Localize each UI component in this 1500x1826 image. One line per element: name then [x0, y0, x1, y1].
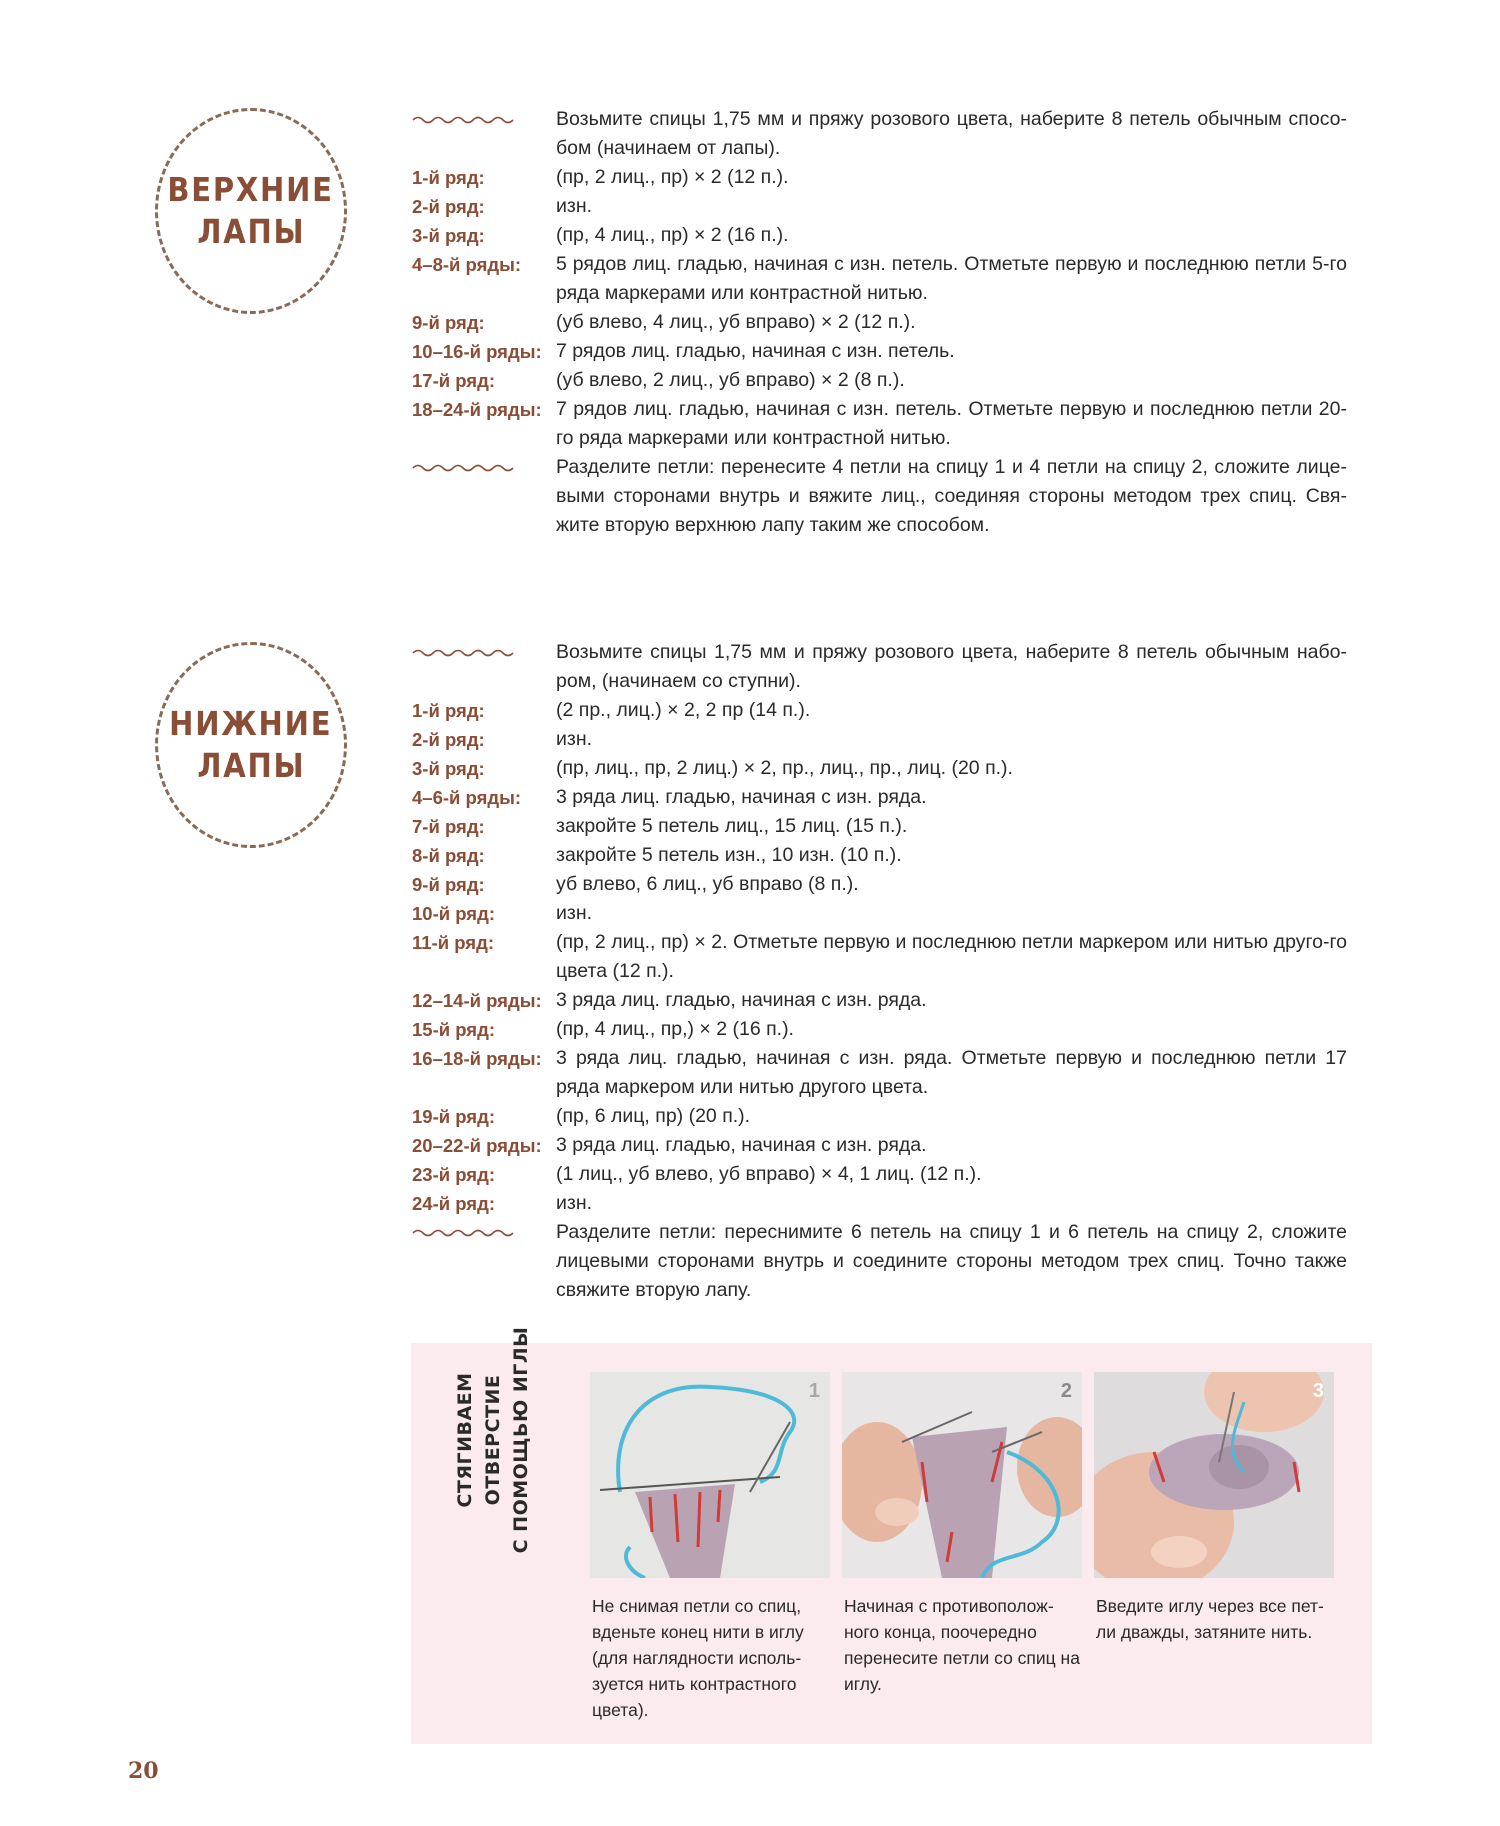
instruction-row	[412, 308, 1347, 337]
section-title-badge	[155, 642, 347, 848]
row-text: 7 рядов лиц. гладью, начиная с изн. петель.	[556, 340, 955, 362]
row-label: 9-й ряд:	[412, 874, 485, 895]
step-photo-3	[1094, 1372, 1334, 1578]
row-label: 9-й ряд:	[412, 312, 485, 333]
row-label: 7-й ряд:	[412, 816, 485, 837]
instruction-row	[412, 1044, 1347, 1102]
tutorial-title-line2: С ПОМОЩЬЮ ИГЛЫ	[510, 1326, 532, 1554]
row-label: 2-й ряд:	[412, 729, 485, 750]
instruction-rows	[412, 105, 1347, 540]
section-title-line2: ЛАПЫ	[196, 746, 306, 785]
row-text: уб влево, 6 лиц., уб вправо (8 п.).	[556, 873, 859, 895]
row-text: Возьмите спицы 1,75 мм и пряжу розового цвета, наберите 8 петель обычным набо-ром, (начинаем со ступни).	[556, 641, 1347, 692]
row-text: (пр, 4 лиц., пр,) × 2 (16 п.).	[556, 1018, 794, 1040]
row-text: Возьмите спицы 1,75 мм и пряжу розового цвета, наберите 8 петель обычным спосо-бом (начинаем от лапы).	[556, 108, 1347, 159]
row-text: (уб влево, 4 лиц., уб вправо) × 2 (12 п.).	[556, 311, 916, 333]
row-label: 20–22-й ряды:	[412, 1135, 542, 1156]
instruction-row	[412, 250, 1347, 308]
row-text: (пр, 2 лиц., пр) × 2 (12 п.).	[556, 166, 789, 188]
row-text: 3 ряда лиц. гладью, начиная с изн. ряда.	[556, 1134, 927, 1156]
step-caption-2: Начиная с противополож-ного конца, поочередно перенесите петли со спиц на иглу.	[844, 1596, 1080, 1694]
row-label: 10–16-й ряды:	[412, 341, 542, 362]
instruction-row	[412, 453, 1347, 540]
row-text: изн.	[556, 728, 593, 750]
instruction-row	[412, 1160, 1347, 1189]
row-label: 11-й ряд:	[412, 932, 494, 953]
instruction-row	[412, 812, 1347, 841]
row-text: Разделите петли: переснимите 6 петель на спицу 1 и 6 петель на спицу 2, сложите лицевыми сторонами внутрь и соедините стороны методом трех спиц. Точно также свяжите вторую лапу.	[556, 1221, 1347, 1301]
row-text: закройте 5 петель лиц., 15 лиц. (15 п.).	[556, 815, 908, 837]
instruction-row	[412, 395, 1347, 453]
instruction-row	[412, 754, 1347, 783]
row-label: 1-й ряд:	[412, 700, 485, 721]
tutorial-title	[451, 1315, 532, 1565]
instruction-row	[412, 783, 1347, 812]
instruction-row	[412, 1189, 1347, 1218]
instruction-row	[412, 870, 1347, 899]
row-text: 5 рядов лиц. гладью, начиная с изн. петель. Отметьте первую и последнюю петли 5-го ряда маркерами или контрастной нитью.	[556, 253, 1347, 304]
section-title-line2: ЛАПЫ	[196, 212, 306, 251]
row-label: 15-й ряд:	[412, 1019, 496, 1040]
row-label: 17-й ряд:	[412, 370, 496, 391]
instruction-row	[412, 163, 1347, 192]
row-label: 12–14-й ряды:	[412, 990, 542, 1011]
instruction-row	[412, 841, 1347, 870]
row-marker	[412, 638, 556, 696]
instruction-row	[412, 638, 1347, 696]
row-text: (пр, лиц., пр, 2 лиц.) × 2, пр., лиц., пр., лиц. (20 п.).	[556, 757, 1013, 779]
step-photo-2	[842, 1372, 1082, 1578]
step-caption-3: Введите иглу через все пет-ли дважды, затяните нить.	[1096, 1596, 1324, 1642]
wavy-separator-icon	[412, 114, 514, 126]
instruction-row	[412, 899, 1347, 928]
instruction-row	[412, 725, 1347, 754]
instruction-row	[412, 192, 1347, 221]
row-text: 3 ряда лиц. гладью, начиная с изн. ряда.	[556, 989, 927, 1011]
row-marker	[412, 453, 556, 540]
instruction-row	[412, 1131, 1347, 1160]
instruction-rows	[412, 638, 1347, 1305]
wavy-separator-icon	[412, 462, 514, 474]
wavy-separator-icon	[412, 647, 514, 659]
row-marker	[412, 1218, 556, 1305]
row-text: 3 ряда лиц. гладью, начиная с изн. ряда.	[556, 786, 927, 808]
row-label: 3-й ряд:	[412, 225, 485, 246]
step-caption-1: Не снимая петли со спиц, вденьте конец нити в иглу (для наглядности исполь-зуется нить контрастного цвета).	[592, 1596, 804, 1720]
row-text: Разделите петли: перенесите 4 петли на спицу 1 и 4 петли на спицу 2, сложите лице-выми сторонами внутрь и вяжите лиц., соединяя стороны методом трех спиц. Свя-жите вторую верхнюю лапу таким же способом.	[556, 456, 1347, 536]
row-text: (1 лиц., уб влево, уб вправо) × 4, 1 лиц. (12 п.).	[556, 1163, 982, 1185]
instruction-row	[412, 1102, 1347, 1131]
row-label: 19-й ряд:	[412, 1106, 496, 1127]
row-text: закройте 5 петель изн., 10 изн. (10 п.).	[556, 844, 902, 866]
row-text: (пр, 2 лиц., пр) × 2. Отметьте первую и последнюю петли маркером или нитью друго-го цвета (12 п.).	[556, 931, 1347, 982]
instruction-row	[412, 366, 1347, 395]
instruction-row	[412, 696, 1347, 725]
row-label: 4–6-й ряды:	[412, 787, 522, 808]
row-text: 7 рядов лиц. гладью, начиная с изн. петель. Отметьте первую и последнюю петли 20-го ряда маркерами или контрастной нитью.	[556, 398, 1347, 449]
knitting-photo-illustration	[1094, 1372, 1334, 1578]
row-label: 4–8-й ряды:	[412, 254, 522, 275]
instruction-row	[412, 337, 1347, 366]
knitting-photo-illustration	[842, 1372, 1082, 1578]
page-number: 20	[128, 1758, 159, 1784]
step-photo-1	[590, 1372, 830, 1578]
instruction-row	[412, 221, 1347, 250]
row-text: изн.	[556, 195, 593, 217]
row-label: 1-й ряд:	[412, 167, 485, 188]
instruction-row	[412, 105, 1347, 163]
row-text: (пр, 4 лиц., пр) × 2 (16 п.).	[556, 224, 789, 246]
step-number: 1	[808, 1380, 820, 1402]
row-label: 24-й ряд:	[412, 1193, 496, 1214]
row-label: 18–24-й ряды:	[412, 399, 542, 420]
row-text: (пр, 6 лиц, пр) (20 п.).	[556, 1105, 751, 1127]
wavy-separator-icon	[412, 1227, 514, 1239]
section-title-badge	[155, 108, 347, 314]
knitting-photo-illustration	[590, 1372, 830, 1578]
row-label: 10-й ряд:	[412, 903, 496, 924]
row-text: изн.	[556, 1192, 593, 1214]
step-number: 3	[1312, 1380, 1324, 1402]
row-label: 16–18-й ряды:	[412, 1048, 542, 1069]
row-text: (уб влево, 2 лиц., уб вправо) × 2 (8 п.).	[556, 369, 905, 391]
tutorial-title-line1: СТЯГИВАЕМ ОТВЕРСТИЕ	[454, 1372, 504, 1508]
row-marker	[412, 105, 556, 163]
instruction-row	[412, 1015, 1347, 1044]
tutorial-panel	[411, 1326, 1372, 1744]
step-number: 2	[1060, 1380, 1072, 1402]
row-text: изн.	[556, 902, 593, 924]
instruction-row	[412, 1218, 1347, 1305]
row-text: 3 ряда лиц. гладью, начиная с изн. ряда. Отметьте первую и последнюю петли 17 ряда маркером или нитью другого цвета.	[556, 1047, 1347, 1098]
row-label: 3-й ряд:	[412, 758, 485, 779]
instruction-row	[412, 986, 1347, 1015]
section-title-line1: НИЖНИЕ	[169, 704, 333, 743]
instruction-row	[412, 928, 1347, 986]
row-label: 8-й ряд:	[412, 845, 485, 866]
row-label: 2-й ряд:	[412, 196, 485, 217]
row-label: 23-й ряд:	[412, 1164, 496, 1185]
row-text: (2 пр., лиц.) × 2, 2 пр (14 п.).	[556, 699, 811, 721]
section-title-line1: ВЕРХНИЕ	[167, 170, 335, 209]
